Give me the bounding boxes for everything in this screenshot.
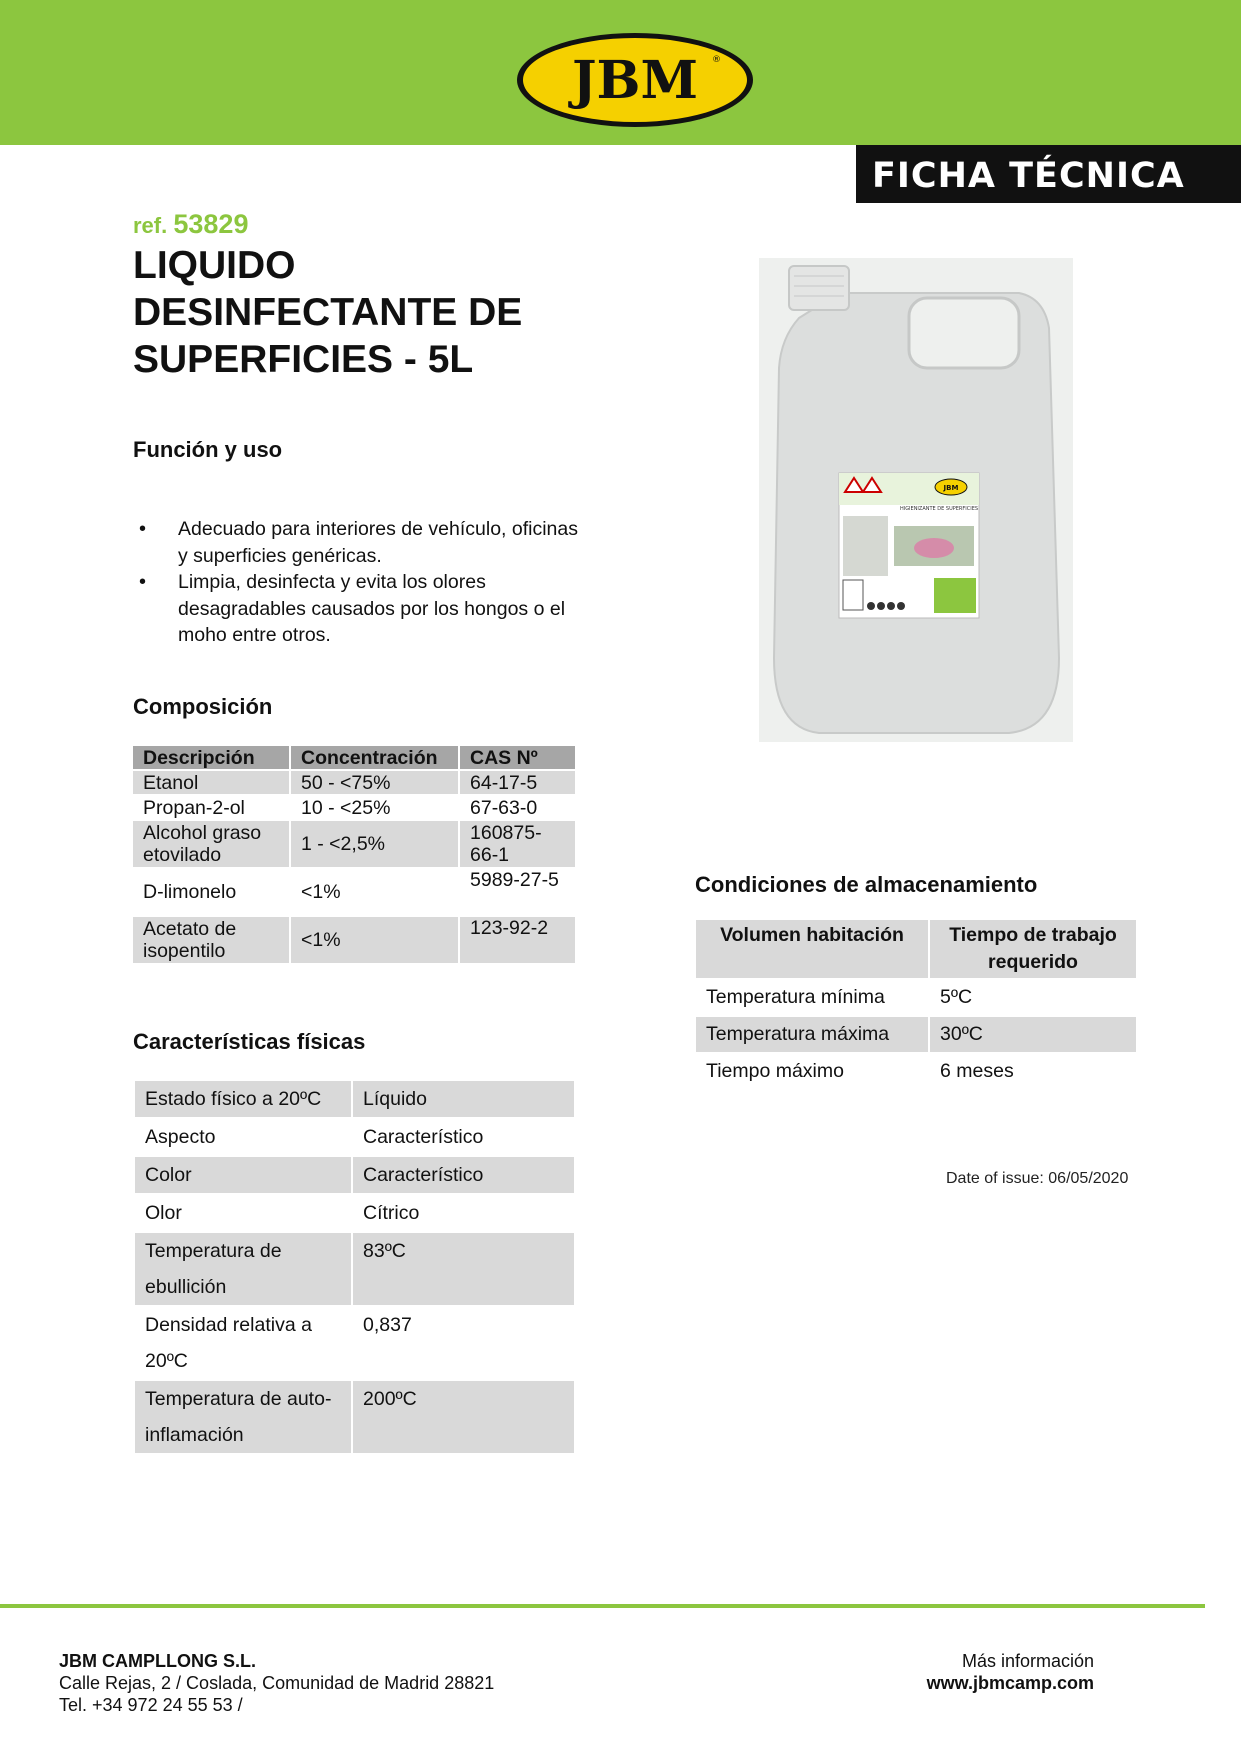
title-line: SUPERFICIES - 5L [133,338,474,381]
product-title [133,242,613,383]
ficha-tecnica-badge: FICHA TÉCNICA [856,145,1241,203]
footer-more-info [927,1650,1094,1694]
label-title: HIGIENIZANTE DE SUPERFICIES [899,506,979,512]
table-row [133,869,575,915]
table-row [133,917,575,963]
product-ref [133,209,248,240]
company-name: JBM CAMPLLONG S.L. [59,1651,256,1671]
table-row [135,1307,574,1379]
almacenamiento-heading: Condiciones de almacenamiento [695,872,1038,897]
table-cell: Estado físico a 20ºC [135,1081,351,1117]
product-image [759,258,1073,742]
website-link[interactable]: www.jbmcamp.com [926,1673,1094,1693]
table-row [135,1381,574,1453]
table-cell: Temperatura mínima [696,980,928,1015]
ref-number: 53829 [173,209,249,239]
table-cell: 83ºC [353,1233,574,1305]
table-cell: D-limonelo [133,869,289,915]
funcion-list [133,516,593,649]
table-cell: Olor [135,1195,351,1231]
table-cell: 50 - <75% [291,771,458,794]
fisicas-table [133,1079,576,1455]
table-row [133,796,575,819]
table-header: Descripción [133,746,289,769]
table-cell: 64-17-5 [460,771,575,794]
table-row [135,1119,574,1155]
table-cell: Temperatura de ebullición [135,1233,351,1305]
table-cell: <1% [291,917,458,963]
table-cell: Etanol [133,771,289,794]
table-row [135,1081,574,1117]
table-cell: Tiempo máximo [696,1054,928,1089]
table-cell: 5989-27-5 [460,869,575,915]
funcion-heading: Función y uso [133,437,283,462]
table-row [133,821,575,867]
table-row [135,1233,574,1305]
table-cell: 123-92-2 [460,917,575,963]
table-cell: 6 meses [930,1054,1136,1089]
date-of-issue: Date of issue: 06/05/2020 [946,1170,1129,1187]
jerrycan-illustration [759,258,1073,742]
table-cell: 160875-66-1 [460,821,575,867]
table-cell: Líquido [353,1081,574,1117]
fisicas-heading: Características físicas [133,1029,366,1054]
table-cell: 1 - <2,5% [291,821,458,867]
table-cell: Alcohol graso etovilado [133,821,289,867]
company-phone: Tel. +34 972 24 55 53 / [59,1695,243,1715]
title-line: DESINFECTANTE DE [133,291,523,334]
footer-company-info [59,1650,494,1716]
logo-text: JBM [571,50,699,111]
table-cell: Propan-2-ol [133,796,289,819]
table-cell: Temperatura de auto-inflamación [135,1381,351,1453]
more-info-label: Más información [961,1651,1094,1671]
table-row [696,1017,1136,1052]
table-row [696,980,1136,1015]
table-cell: 10 - <25% [291,796,458,819]
table-cell: Acetato de isopentilo [133,917,289,963]
table-cell: 67-63-0 [460,796,575,819]
table-cell: Color [135,1157,351,1193]
table-cell: 0,837 [353,1307,574,1379]
table-cell: Característico [353,1119,574,1155]
table-cell: 30ºC [930,1017,1136,1052]
table-cell: 5ºC [930,980,1136,1015]
table-cell: <1% [291,869,458,915]
table-row [133,771,575,794]
label-brand: JBM [943,484,959,492]
ref-label: ref. [133,213,168,238]
table-cell: Característico [353,1157,574,1193]
footer-divider [0,1604,1205,1608]
table-row [135,1157,574,1193]
company-address: Calle Rejas, 2 / Coslada, Comunidad de Madrid 28821 [59,1673,495,1693]
jbm-logo [515,30,755,130]
table-cell: Cítrico [353,1195,574,1231]
table-header: Concentración [291,746,458,769]
table-cell: 200ºC [353,1381,574,1453]
composicion-heading: Composición [133,694,273,719]
table-header: CAS Nº [460,746,575,769]
list-item: • Adecuado para interiores de vehículo, oficinas y superficies genéricas. [133,516,593,569]
title-line: LIQUIDO [133,244,296,287]
table-header: Volumen habitación [696,920,928,978]
almacenamiento-table [694,918,1138,1091]
composicion-table [131,744,577,965]
table-cell: Densidad relativa a 20ºC [135,1307,351,1379]
table-header: Tiempo de trabajo requerido [930,920,1136,978]
registered-mark: ® [712,55,721,65]
table-cell: Temperatura máxima [696,1017,928,1052]
table-row [135,1195,574,1231]
table-row [696,1054,1136,1089]
table-cell: Aspecto [135,1119,351,1155]
list-item: • Limpia, desinfecta y evita los olores desagradables causados por los hongos o el moho entre otros. [133,569,593,649]
